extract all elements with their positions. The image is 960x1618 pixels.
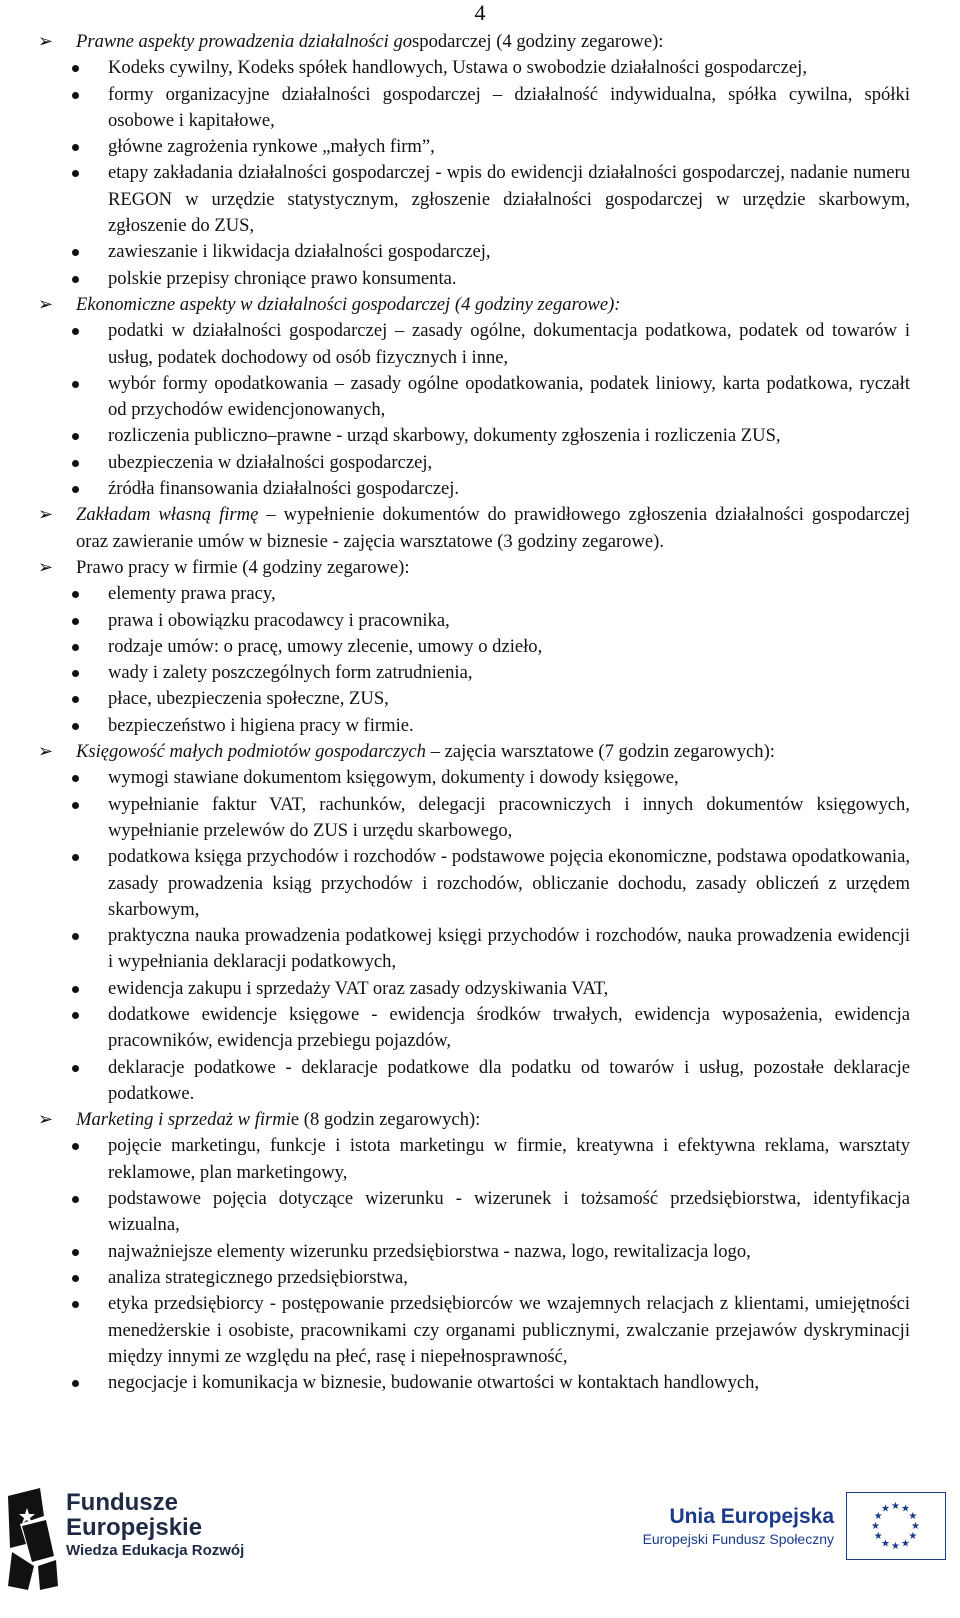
bullet-dot-icon <box>72 433 79 440</box>
list-item-text: bezpieczeństwo i higiena pracy w firmie. <box>108 714 414 736</box>
list-item-text: wypełnianie faktur VAT, rachunków, delegacji pracowniczych i innych dokumentów księgowych, wypełnianie przelewów do ZUS i urzędu skarbowego, <box>108 793 910 841</box>
list-item <box>38 134 910 160</box>
list-item <box>38 765 910 791</box>
list-item-text: podatki w działalności gospodarczej – zasady ogólne, dokumentacja podatkowa, podatek od towarów i usług, podatek dochodowy od osób fizycznych i inne, <box>108 320 910 368</box>
arrow-bullet-icon: ➢ <box>38 556 54 578</box>
list-item <box>38 423 910 449</box>
list-item <box>38 976 910 1002</box>
list-item-text: ubezpieczenia w działalności gospodarczej, <box>108 451 433 473</box>
list-item <box>38 239 910 265</box>
fundusze-europejskie-logo-icon <box>4 1486 60 1597</box>
fe-line3: Wiedza Edukacja Rozwój <box>66 1542 245 1559</box>
bullet-dot-icon <box>72 591 79 598</box>
eu-text <box>643 1504 834 1548</box>
list-item-text: wady i zalety poszczególnych form zatrudnienia, <box>108 662 473 684</box>
list-item-text: wymogi stawiane dokumentom księgowym, dokumenty i dowody księgowe, <box>108 767 679 789</box>
footer-logos <box>0 1478 960 1618</box>
list-item <box>38 318 910 371</box>
list-item <box>38 686 910 712</box>
arrow-bullet-icon: ➢ <box>38 741 54 763</box>
eu-star-icon: ★ <box>873 1511 883 1522</box>
bullet-dot-icon <box>72 144 79 151</box>
list-item-text: Kodeks cywilny, Kodeks spółek handlowych, Ustawa o swobodzie działalności gospodarczej, <box>108 57 807 79</box>
list-item <box>38 82 910 135</box>
bullet-dot-icon <box>72 775 79 782</box>
bullet-dot-icon <box>72 249 79 256</box>
bullet-dot-icon <box>72 1249 79 1256</box>
eu-star-icon: ★ <box>891 1501 900 1512</box>
eu-star-icon: ★ <box>908 1531 918 1542</box>
list-item-text: źródła finansowania działalności gospodarczej. <box>108 478 460 500</box>
list-item <box>38 660 910 686</box>
bullet-dot-icon <box>72 1065 79 1072</box>
list-item-text: prawa i obowiązku pracodawcy i pracownika, <box>108 609 450 631</box>
bullet-list <box>38 318 910 502</box>
bullet-dot-icon <box>72 486 79 493</box>
list-item-text: etyka przedsiębiorcy - postępowanie przedsiębiorców we wzajemnych relacjach z klientami, umiejętności menedżerskie i osobiste, pracownikami czy organami publicznymi, zwalczanie przejawów dyskryminacji między innymi ze względu na płeć, rasę i niepełnosprawność, <box>108 1293 910 1367</box>
arrow-bullet-icon: ➢ <box>38 1109 54 1131</box>
bullet-list <box>38 581 910 739</box>
list-item <box>38 923 910 976</box>
list-item-text: płace, ubezpieczenia społeczne, ZUS, <box>108 688 389 710</box>
bullet-dot-icon <box>72 276 79 283</box>
section-heading <box>38 555 910 581</box>
eu-star-icon: ★ <box>908 1511 918 1522</box>
list-item-text: podstawowe pojęcia dotyczące wizerunku - wizerunek i tożsamość przedsiębiorstwa, identyfikacja wizualna, <box>108 1188 910 1236</box>
list-item <box>38 476 910 502</box>
list-item-text: pojęcie marketingu, funkcje i istota marketingu w firmie, kreatywna i efektywna reklama, warsztaty reklamowe, plan marketingowy, <box>108 1135 910 1183</box>
document-body <box>38 29 910 1396</box>
bullet-dot-icon <box>72 644 79 651</box>
section-heading-italic: Zakładam własną firmę <box>76 504 259 526</box>
fe-line2: Europejskie <box>66 1514 203 1541</box>
eu-flag-icon <box>846 1492 946 1560</box>
bullet-dot-icon <box>72 328 79 335</box>
list-item-text: deklaracje podatkowe - deklaracje podatkowe dla podatku od towarów i usług, pozostałe deklaracje podatkowe. <box>108 1056 910 1104</box>
bullet-dot-icon <box>72 670 79 677</box>
bullet-dot-icon <box>72 460 79 467</box>
list-item <box>38 608 910 634</box>
eu-line1: Unia Europejska <box>669 1505 834 1528</box>
list-item-text: analiza strategicznego przedsiębiorstwa, <box>108 1266 408 1288</box>
section-heading <box>38 29 910 55</box>
section-heading <box>38 1107 910 1133</box>
bullet-dot-icon <box>72 854 79 861</box>
list-item <box>38 634 910 660</box>
list-item-text: zawieszanie i likwidacja działalności gospodarczej, <box>108 241 491 263</box>
list-item-text: rozliczenia publiczno–prawne - urząd skarbowy, dokumenty zgłoszenia i rozliczenia ZUS, <box>108 425 781 447</box>
section-heading-text: e (8 godzin zegarowych): <box>290 1109 481 1131</box>
section-heading-italic: Księgowość małych podmiotów gospodarczych <box>76 741 426 763</box>
section-heading <box>38 502 910 555</box>
list-item <box>38 1002 910 1055</box>
list-item-text: najważniejsze elementy wizerunku przedsiębiorstwa - nazwa, logo, rewitalizacja logo, <box>108 1240 751 1262</box>
list-item <box>38 266 910 292</box>
bullet-dot-icon <box>72 618 79 625</box>
list-item-text: negocjacje i komunikacja w biznesie, budowanie otwartości w kontaktach handlowych, <box>108 1372 760 1394</box>
eu-star-icon: ★ <box>901 1538 910 1550</box>
bullet-dot-icon <box>72 723 79 730</box>
list-item-text: ewidencja zakupu i sprzedaży VAT oraz zasady odzyskiwania VAT, <box>108 977 609 999</box>
bullet-list <box>38 1133 910 1396</box>
section-heading-italic: Prawne aspekty prowadzenia działalności go <box>76 31 413 52</box>
list-item-text: podatkowa księga przychodów i rozchodów - podstawowe pojęcia ekonomiczne, podstawa opodatkowania, zasady prowadzenia ksiąg przychodów i rozchodów, obliczanie dochodu, zasady obliczeń z urzędem skarbowym, <box>108 846 910 920</box>
list-item <box>38 371 910 424</box>
page-number: 4 <box>474 0 486 25</box>
bullet-dot-icon <box>72 1380 79 1387</box>
list-item <box>38 581 910 607</box>
section-heading-text: – zajęcia warsztatowe (7 godzin zegarowych): <box>425 741 775 763</box>
list-item <box>38 55 910 81</box>
bullet-dot-icon <box>72 381 79 388</box>
bullet-dot-icon <box>72 1012 79 1019</box>
eu-star-icon: ★ <box>873 1531 883 1542</box>
eu-star-icon: ★ <box>891 1541 900 1552</box>
list-item <box>38 713 910 739</box>
list-item-text: etapy zakładania działalności gospodarczej - wpis do ewidencji działalności gospodarczej, nadanie numeru REGON w urzędzie statystycznym, zgłoszenie działalności gospodarczej w urzędzie skarbowym, zgłoszenie do ZUS, <box>108 162 910 237</box>
bullet-dot-icon <box>72 1301 79 1308</box>
section-heading-italic: Ekonomiczne aspekty w działalności gospodarczej (4 godziny zegarowe): <box>76 293 621 315</box>
eu-star-icon: ★ <box>881 1538 890 1550</box>
list-item-text: główne zagrożenia rynkowe „małych firm”, <box>108 136 435 158</box>
bullet-dot-icon <box>72 170 79 177</box>
list-item <box>38 1186 910 1239</box>
eu-star-icon: ★ <box>871 1521 880 1532</box>
list-item <box>38 1265 910 1291</box>
bullet-dot-icon <box>72 696 79 703</box>
bullet-dot-icon <box>72 92 79 99</box>
section-heading <box>38 739 910 765</box>
eu-star-icon: ★ <box>881 1503 890 1515</box>
arrow-bullet-icon: ➢ <box>38 504 54 526</box>
bullet-dot-icon <box>72 1143 79 1150</box>
section-heading-text: spodarczej (4 godziny zegarowe): <box>412 31 664 52</box>
list-item <box>38 160 910 239</box>
arrow-bullet-icon: ➢ <box>38 293 54 315</box>
list-item <box>38 844 910 923</box>
list-item <box>38 792 910 845</box>
bullet-dot-icon <box>72 802 79 809</box>
bullet-dot-icon <box>72 65 79 72</box>
list-item <box>38 1370 910 1396</box>
bullet-dot-icon <box>72 1275 79 1282</box>
bullet-list <box>38 765 910 1107</box>
eu-star-icon: ★ <box>901 1503 910 1515</box>
bullet-dot-icon <box>72 986 79 993</box>
section-heading-text: Prawo pracy w firmie (4 godziny zegarowe): <box>76 556 410 578</box>
eu-line2: Europejski Fundusz Społeczny <box>642 1531 834 1547</box>
section-heading-italic: Marketing i sprzedaż w firmi <box>76 1109 291 1131</box>
fe-line1: Fundusze <box>66 1489 178 1516</box>
list-item-text: rodzaje umów: o pracę, umowy zlecenie, umowy o dzieło, <box>108 635 543 657</box>
arrow-bullet-icon: ➢ <box>38 31 54 52</box>
bullet-dot-icon <box>72 933 79 940</box>
list-item-text: elementy prawa pracy, <box>108 583 276 605</box>
list-item <box>38 1239 910 1265</box>
bullet-list <box>38 55 910 292</box>
list-item <box>38 1291 910 1370</box>
fundusze-europejskie-text <box>66 1490 244 1562</box>
list-item-text: praktyczna nauka prowadzenia podatkowej księgi przychodów i rozchodów, nauka prowadzenia ewidencji i wypełniania deklaracji podatkowych, <box>108 925 910 973</box>
list-item <box>38 1133 910 1186</box>
bullet-dot-icon <box>72 1196 79 1203</box>
section-heading <box>38 292 910 318</box>
list-item-text: polskie przepisy chroniące prawo konsumenta. <box>108 267 457 289</box>
list-item-text: wybór formy opodatkowania – zasady ogólne opodatkowania, podatek liniowy, karta podatkowa, ryczałt od przychodów ewidencjonowanych, <box>108 372 910 421</box>
section-heading-text: – wypełnienie dokumentów do prawidłowego zgłoszenia działalności gospodarczej oraz zawieranie umów w biznesie - zajęcia warsztatowe (3 godziny zegarowe). <box>76 504 910 552</box>
list-item-text: formy organizacyjne działalności gospodarczej – działalność indywidualna, spółka cywilna, spółki osobowe i kapitałowe, <box>108 83 910 131</box>
list-item <box>38 1055 910 1108</box>
eu-star-icon: ★ <box>911 1521 920 1532</box>
list-item-text: dodatkowe ewidencje księgowe - ewidencja środków trwałych, ewidencja wyposażenia, ewidencja pracowników, ewidencja przebiegu pojazdów, <box>108 1003 910 1052</box>
list-item <box>38 450 910 476</box>
